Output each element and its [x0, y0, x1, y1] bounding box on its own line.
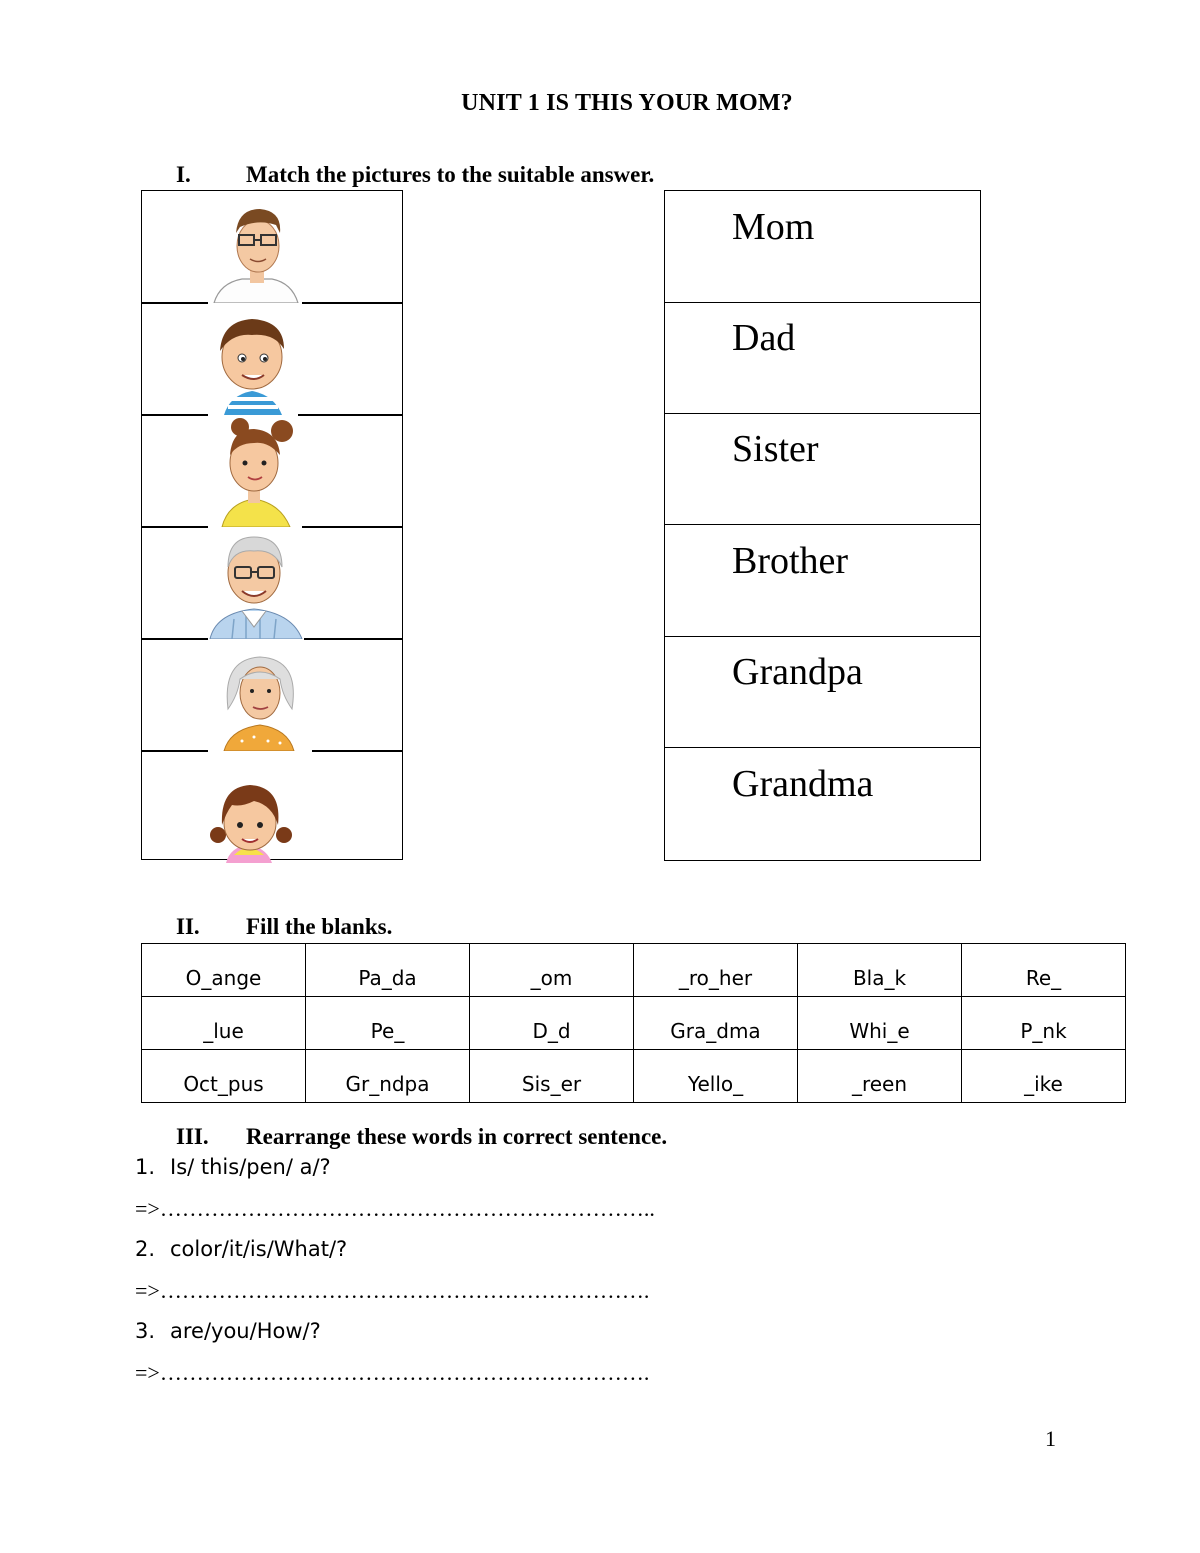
blank-word-cell[interactable]: _reen [798, 1050, 962, 1103]
question-number: 2. [135, 1237, 156, 1261]
word-label: Dad [732, 317, 796, 359]
word-cell[interactable] [665, 413, 980, 525]
table-row [142, 997, 1126, 1050]
word-label: Brother [732, 540, 849, 582]
page-title: UNIT 1 IS THIS YOUR MOM? [461, 90, 793, 116]
question-number: 3. [135, 1319, 156, 1343]
question-number: 1. [135, 1155, 156, 1179]
grandma-icon [142, 639, 404, 751]
word-cell[interactable] [665, 748, 980, 860]
blank-word-cell[interactable]: Bla_k [798, 944, 962, 997]
picture-cell[interactable] [142, 303, 402, 415]
boy-icon [142, 303, 404, 415]
blank-word-cell[interactable]: _ro_her [634, 944, 798, 997]
picture-cell[interactable] [142, 415, 402, 527]
man-with-glasses-icon [142, 191, 404, 303]
blank-word-cell[interactable]: Re_ [962, 944, 1126, 997]
blank-word-cell[interactable]: _om [470, 944, 634, 997]
blank-word-cell[interactable]: Sis_er [470, 1050, 634, 1103]
fill-blanks-table [141, 943, 1126, 1103]
word-cell[interactable] [665, 191, 980, 303]
table-row [142, 944, 1126, 997]
blank-word-cell[interactable]: Whi_e [798, 997, 962, 1050]
word-cell[interactable] [665, 302, 980, 414]
question-text: Is/ this/pen/ a/? [170, 1155, 331, 1179]
section-3-label: Rearrange these words in correct sentence. [246, 1124, 668, 1149]
word-column [664, 190, 981, 861]
section-1-number: I. [176, 162, 191, 187]
question-text: are/you/How/? [170, 1319, 321, 1343]
word-label: Grandma [732, 763, 874, 805]
grandpa-icon [142, 527, 404, 639]
blank-word-cell[interactable]: O_ange [142, 944, 306, 997]
question-text: color/it/is/What/? [170, 1237, 348, 1261]
picture-cell[interactable] [142, 527, 402, 639]
section-1-label: Match the pictures to the suitable answer. [246, 162, 655, 187]
blank-word-cell[interactable]: D_d [470, 997, 634, 1050]
blank-word-cell[interactable]: _ike [962, 1050, 1126, 1103]
picture-column [141, 190, 403, 860]
section-3-number: III. [176, 1124, 209, 1149]
picture-cell[interactable] [142, 751, 402, 863]
table-row [142, 1050, 1126, 1103]
blank-word-cell[interactable]: Pa_da [306, 944, 470, 997]
word-label: Grandpa [732, 651, 863, 693]
blank-word-cell[interactable]: Gr_ndpa [306, 1050, 470, 1103]
answer-line[interactable]: =>………………………………………………………….. [135, 1196, 655, 1221]
blank-word-cell[interactable]: Gra_dma [634, 997, 798, 1050]
word-cell[interactable] [665, 636, 980, 748]
page-number: 1 [1045, 1426, 1056, 1451]
blank-word-cell[interactable]: _lue [142, 997, 306, 1050]
girl-with-buns-icon [142, 415, 404, 527]
picture-cell[interactable] [142, 191, 402, 303]
word-label: Mom [732, 206, 815, 248]
little-girl-icon [142, 751, 404, 863]
picture-cell[interactable] [142, 639, 402, 751]
answer-line[interactable]: =>…………………………………………………………. [135, 1278, 650, 1303]
blank-word-cell[interactable]: P_nk [962, 997, 1126, 1050]
word-cell[interactable] [665, 525, 980, 637]
blank-word-cell[interactable]: Yello_ [634, 1050, 798, 1103]
blank-word-cell[interactable]: Oct_pus [142, 1050, 306, 1103]
blank-word-cell[interactable]: Pe_ [306, 997, 470, 1050]
answer-line[interactable]: =>…………………………………………………………. [135, 1360, 650, 1385]
word-label: Sister [732, 428, 819, 470]
section-2-label: Fill the blanks. [246, 914, 393, 939]
section-2-number: II. [176, 914, 200, 939]
